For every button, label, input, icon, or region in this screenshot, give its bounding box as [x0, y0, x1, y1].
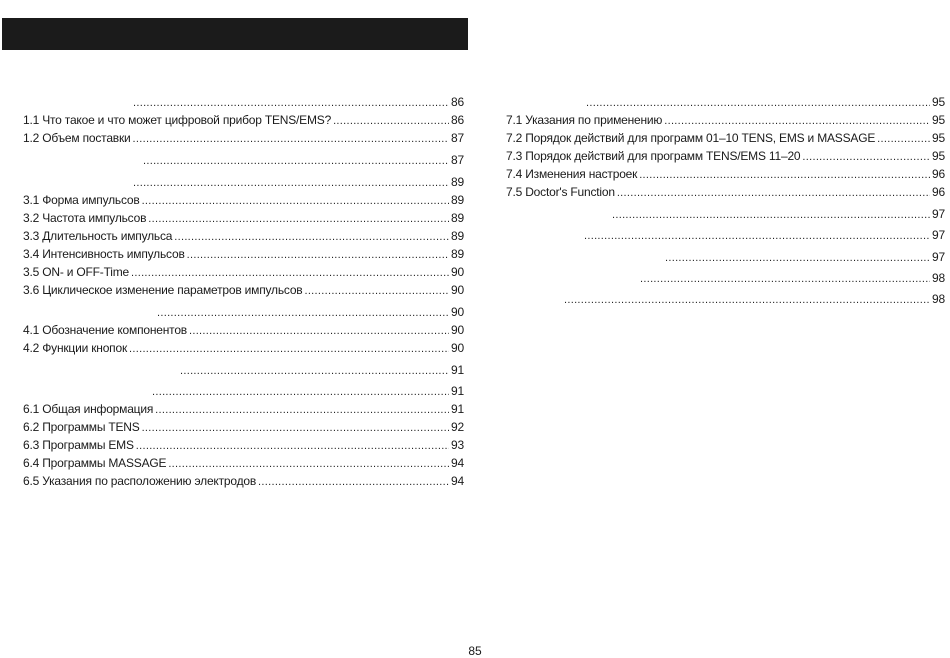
toc-entry-page: 97: [932, 228, 945, 242]
toc-entry-label: 3.5 ON- и OFF-Time: [23, 265, 129, 279]
toc-entry[interactable]: [506, 113, 945, 128]
toc-dot-leader: [133, 176, 449, 191]
toc-entry[interactable]: [506, 250, 945, 265]
toc-dot-leader: [174, 230, 449, 245]
toc-dot-leader: [584, 229, 930, 244]
toc-entry[interactable]: [506, 292, 945, 307]
toc-entry-page: 96: [932, 167, 945, 181]
toc-entry[interactable]: [23, 131, 464, 146]
toc-entry-label: 6.1 Общая информация: [23, 402, 154, 416]
toc-dot-leader: [142, 421, 449, 436]
toc-entry-label: 3.6 Циклическое изменение параметров импульсов: [23, 283, 303, 297]
toc-entry[interactable]: [23, 305, 464, 320]
toc-entry[interactable]: [23, 384, 464, 399]
toc-entry-page: 89: [451, 229, 464, 243]
toc-entry[interactable]: [23, 113, 464, 128]
toc-entry[interactable]: [23, 283, 464, 298]
toc-dot-leader: [639, 168, 930, 183]
toc-entry-page: 91: [451, 384, 464, 398]
header-bar: [2, 18, 468, 50]
toc-dot-leader: [142, 194, 449, 209]
toc-entry[interactable]: [506, 185, 945, 200]
toc-entry-page: 95: [932, 149, 945, 163]
toc-dot-leader: [258, 475, 449, 490]
toc-entry-label: 4.1 Обозначение компонентов: [23, 323, 187, 337]
toc-entry-page: 89: [451, 193, 464, 207]
toc-dot-leader: [802, 150, 930, 165]
toc-dot-leader: [189, 324, 449, 339]
toc-entry[interactable]: [23, 95, 464, 110]
toc-entry-page: 86: [451, 95, 464, 109]
toc-dot-leader: [187, 248, 449, 263]
toc-entry-page: 95: [932, 113, 945, 127]
toc-dot-leader: [148, 212, 449, 227]
toc-dot-leader: [564, 293, 930, 308]
toc-entry[interactable]: [23, 323, 464, 338]
toc-entry-page: 94: [451, 456, 464, 470]
toc-entry[interactable]: [506, 228, 945, 243]
toc-dot-leader: [143, 154, 449, 169]
toc-dot-leader: [617, 186, 930, 201]
toc-entry-label: 7.3 Порядок действий для программ TENS/EMS 11–20: [506, 149, 801, 163]
toc-entry-label: 3.3 Длительность импульса: [23, 229, 173, 243]
toc-entry-page: 91: [451, 363, 464, 377]
toc-dot-leader: [157, 306, 449, 321]
toc-dot-leader: [640, 272, 930, 287]
toc-entry[interactable]: [506, 207, 945, 222]
toc-entry[interactable]: [23, 341, 464, 356]
toc-entry-page: 97: [932, 207, 945, 221]
toc-entry-page: 90: [451, 323, 464, 337]
toc-entry-label: 3.4 Интенсивность импульсов: [23, 247, 185, 261]
toc-entry-label: 3.2 Частота импульсов: [23, 211, 147, 225]
toc-entry-label: 6.3 Программы EMS: [23, 438, 134, 452]
toc-dot-leader: [586, 96, 930, 111]
toc-entry-page: 89: [451, 211, 464, 225]
toc-entry-label: 6.2 Программы TENS: [23, 420, 140, 434]
toc-entry[interactable]: [23, 193, 464, 208]
toc-entry[interactable]: [506, 149, 945, 164]
toc-entry[interactable]: [23, 211, 464, 226]
toc-dot-leader: [333, 114, 449, 129]
toc-entry[interactable]: [23, 438, 464, 453]
toc-entry-page: 98: [932, 271, 945, 285]
toc-entry-page: 90: [451, 305, 464, 319]
toc-entry-label: 6.4 Программы MASSAGE: [23, 456, 167, 470]
toc-entry-label: 7.5 Doctor's Function: [506, 185, 615, 199]
toc-entry-page: 90: [451, 283, 464, 297]
toc-entry-label: 6.5 Указания по расположению электродов: [23, 474, 257, 488]
toc-entry-page: 93: [451, 438, 464, 452]
toc-entry-label: 7.2 Порядок действий для программ 01–10 TENS, EMS и MASSAGE: [506, 131, 876, 145]
toc-entry-page: 95: [932, 131, 945, 145]
toc-dot-leader: [168, 457, 449, 472]
toc-dot-leader: [133, 132, 450, 147]
toc-entry[interactable]: [23, 420, 464, 435]
page-number: 85: [468, 644, 482, 658]
toc-entry-label: 7.1 Указания по применению: [506, 113, 663, 127]
toc-entry-page: 87: [451, 131, 464, 145]
toc-dot-leader: [155, 403, 449, 418]
toc-dot-leader: [133, 96, 449, 111]
toc-dot-leader: [152, 385, 449, 400]
toc-dot-leader: [612, 208, 930, 223]
toc-dot-leader: [129, 342, 449, 357]
toc-entry[interactable]: [23, 456, 464, 471]
toc-entry-label: 1.2 Объем поставки: [23, 131, 131, 145]
toc-entry-page: 91: [451, 402, 464, 416]
toc-entry-page: 94: [451, 474, 464, 488]
toc-entry-page: 98: [932, 292, 945, 306]
toc-entry-page: 89: [451, 247, 464, 261]
toc-entry[interactable]: [506, 131, 945, 146]
toc-dot-leader: [877, 132, 930, 147]
toc-entry-page: 90: [451, 265, 464, 279]
toc-entry-page: 90: [451, 341, 464, 355]
toc-entry[interactable]: [23, 175, 464, 190]
toc-entry-label: 4.2 Функции кнопок: [23, 341, 128, 355]
toc-entry-page: 95: [932, 95, 945, 109]
toc-entry[interactable]: [23, 265, 464, 280]
toc-entry[interactable]: [23, 402, 464, 417]
toc-entry[interactable]: [23, 153, 464, 168]
toc-entry[interactable]: [506, 95, 945, 110]
toc-dot-leader: [136, 439, 449, 454]
toc-dot-leader: [665, 251, 930, 266]
toc-entry-label: 3.1 Форма импульсов: [23, 193, 140, 207]
toc-entry-page: 97: [932, 250, 945, 264]
toc-dot-leader: [180, 364, 449, 379]
toc-entry[interactable]: [506, 167, 945, 182]
toc-entry-label: 1.1 Что такое и что может цифровой прибор TENS/EMS?: [23, 113, 332, 127]
toc-entry[interactable]: [23, 474, 464, 489]
toc-entry[interactable]: [23, 247, 464, 262]
toc-entry-page: 87: [451, 153, 464, 167]
toc-dot-leader: [664, 114, 930, 129]
toc-entry-page: 89: [451, 175, 464, 189]
toc-entry-label: 7.4 Изменения настроек: [506, 167, 638, 181]
toc-entry[interactable]: [23, 363, 464, 378]
toc-entry[interactable]: [23, 229, 464, 244]
toc-entry-page: 96: [932, 185, 945, 199]
toc-dot-leader: [304, 284, 449, 299]
toc-entry-page: 86: [451, 113, 464, 127]
toc-entry[interactable]: [506, 271, 945, 286]
toc-dot-leader: [131, 266, 449, 281]
toc-entry-page: 92: [451, 420, 464, 434]
